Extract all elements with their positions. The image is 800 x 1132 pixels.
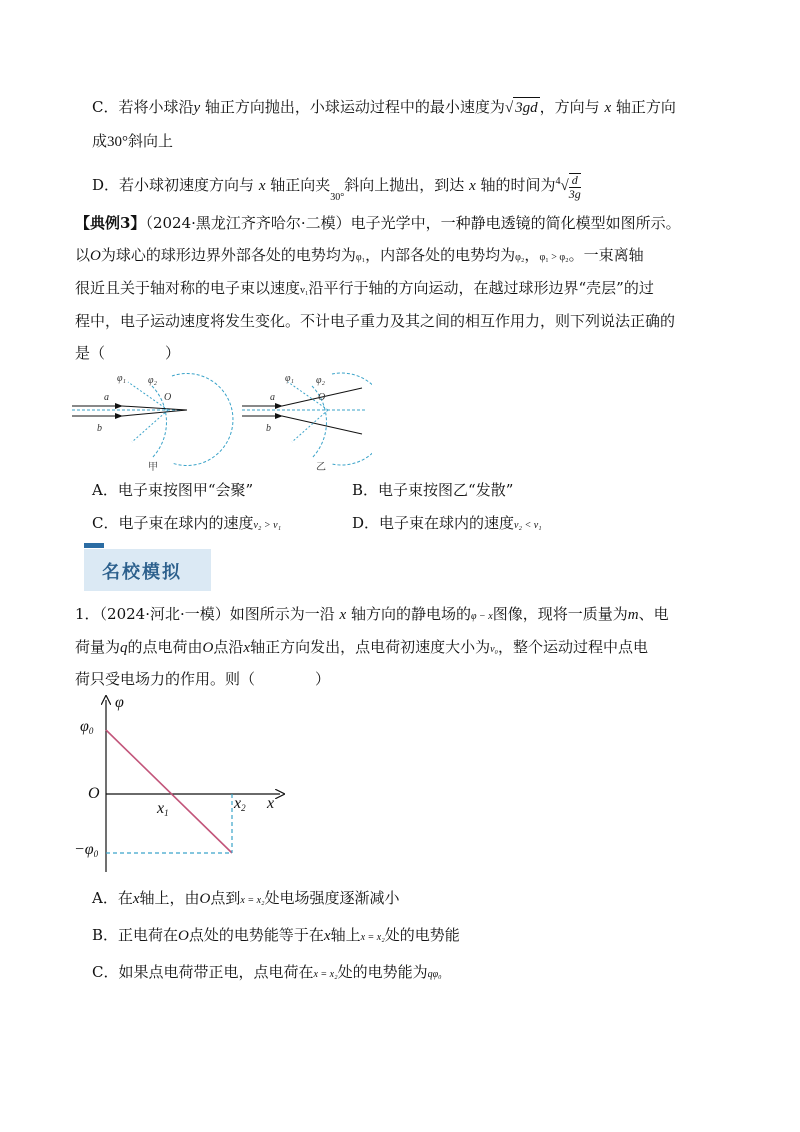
x-axis-label: x: [267, 795, 275, 812]
q1-line1: 1．（2024·河北·一模）如图所示为一沿 x 轴方向的静电场的φ − x图像，现将一质量为m、电: [75, 605, 669, 623]
fig-left-b: b: [97, 423, 102, 434]
option-c-line2: 成30°斜向上: [92, 132, 174, 150]
example3-option-d: D．电子束在球内的速度v₂ < v₁: [352, 514, 542, 532]
fig-left-phi1: φ₁: [117, 373, 127, 384]
figure-right: [242, 373, 372, 465]
fig-right-phi1: φ₁: [285, 373, 295, 384]
fig-left-caption: 甲: [148, 462, 158, 473]
q1-option-a: A．在x轴上，由O点到x = x₂处电场强度逐渐减小: [92, 889, 400, 907]
neg-phi0-label: $-\varphi_0$: [74, 841, 99, 859]
fig-right-caption: 乙: [316, 462, 326, 473]
fig-left-a: a: [104, 392, 109, 403]
example3-option-a: A．电子束按图甲“会聚”: [92, 481, 254, 499]
option-c-line1: C．若将小球沿y 轴正方向抛出，小球运动过程中的最小速度为√ 3gd ，方向与 x 轴正方向: [92, 98, 676, 116]
option-d-line: D．若小球初速度方向与 x 轴正向夹$_{30^\circ}$斜向上抛出，到达 x 轴的时间为$^4$√ $\frac{d}{3g}$: [92, 172, 581, 203]
fig-right-b: b: [266, 423, 271, 434]
fig-left-phi2: φ₂: [148, 375, 158, 386]
q1-option-b: B．正电荷在O点处的电势能等于在x轴上x = x₂处的电势能: [92, 926, 460, 944]
fourth-root-expression: $^4$√ $\frac{d}{3g}$: [555, 172, 581, 201]
figure-left: [72, 374, 233, 466]
example3-line3: 很近且关于轴对称的电子束以速度v₁沿平行于轴的方向运动，在越过球形边界“壳层”的过: [75, 279, 654, 297]
phi0-label: $\varphi_0$: [80, 718, 94, 736]
fig-right-phi2: φ₂: [316, 375, 326, 386]
x1-label: $x_1$: [157, 800, 169, 818]
example3-line5: 是（ ）: [75, 344, 181, 362]
q1-option-c: C．如果点电荷带正电，点电荷在x = x₂处的电势能为qφ₀: [92, 963, 442, 981]
phi-line: [106, 730, 232, 853]
x2-label: $x_2$: [234, 795, 246, 813]
fig-right-a: a: [270, 392, 275, 403]
y-axis-label: φ: [115, 694, 124, 711]
example3-line4: 程中，电子运动速度将发生变化。不计电子重力及其之间的相互作用力，则下列说法正确的: [75, 312, 676, 330]
example3-option-c: C．电子束在球内的速度v₂ > v₁: [92, 514, 282, 532]
fig-left-O: O: [164, 392, 172, 403]
section-label-text: 名校模拟: [102, 562, 182, 583]
fig-right-O: O: [318, 392, 326, 403]
sqrt-expression: √ 3gd: [505, 100, 540, 116]
origin-label: O: [88, 785, 100, 802]
example3-option-b: B．电子束按图乙“发散”: [352, 481, 514, 499]
example3-line1: 【典例3】（2024·黑龙江齐齐哈尔·二模）电子光学中，一种静电透镜的简化模型如图所示。: [75, 214, 681, 232]
section-label: [84, 549, 211, 591]
example3-line2: 以O为球心的球形边界外部各处的电势均为φ₁，内部各处的电势均为φ₂，φ₁ > φ₂。一束离轴: [75, 246, 644, 264]
phi-x-graph: [70, 690, 300, 880]
q1-line2: 荷量为q的点电荷由O点沿x轴正方向发出，点电荷初速度大小为v₀，整个运动过程中点电: [75, 638, 649, 656]
example-tag: 【典例3】: [75, 214, 146, 232]
section-tick: [84, 543, 104, 548]
q1-line3: 荷只受电场力的作用。则（ ）: [75, 670, 331, 688]
